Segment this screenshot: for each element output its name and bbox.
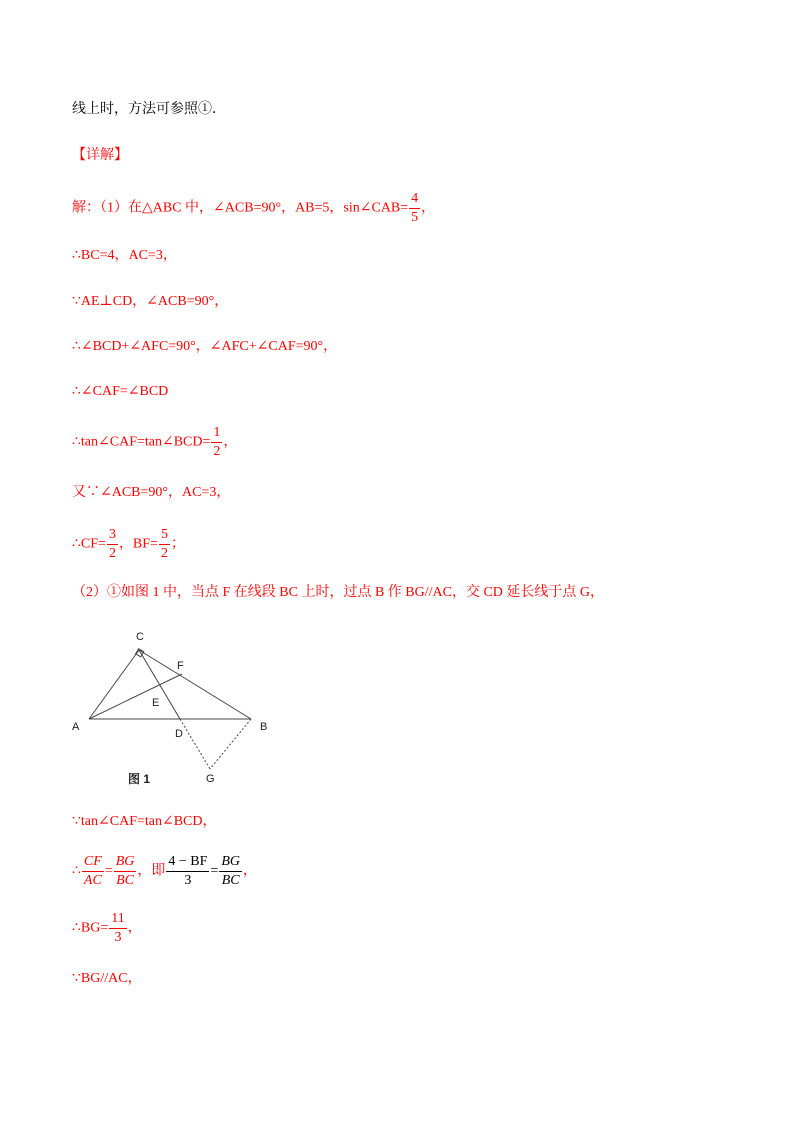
detail-heading: 【详解】: [72, 148, 128, 163]
fraction-cf-ac: $\frac{CF}{AC}$: [83, 854, 102, 888]
solution-line-12: ∵BG//AC，: [72, 971, 142, 986]
fraction-bg-bc-2: $\frac{BG}{BC}$: [221, 854, 240, 888]
label-g: G: [206, 773, 215, 785]
fraction-5-2: $\frac{5}{2}$: [160, 527, 168, 561]
solution-line-4: ∴∠BCD+∠AFC=90°，∠AFC+∠CAF=90°，: [72, 339, 338, 354]
fraction-3-2: $\frac{3}{2}$: [108, 527, 116, 561]
segment-af: [89, 674, 182, 719]
intro-line: 线上时，方法可参照①．: [72, 102, 226, 117]
solution-line-7: 又∵∠ACB=90°，AC=3，: [72, 485, 231, 500]
label-a: A: [72, 721, 80, 733]
fraction-4-bf-3: $\frac{4 - BF}{3}$: [168, 854, 208, 888]
fraction-1-2: $\frac{1}{2}$: [213, 425, 221, 459]
fraction-bg-bc: $\frac{BG}{BC}$: [115, 854, 135, 888]
solution-line-9: ∵tan∠CAF=tan∠BCD，: [72, 814, 217, 829]
solution-line-6: ∴tan∠CAF=tan∠BCD= $\frac{1}{2}$ ，: [72, 425, 238, 459]
segment-dg: [180, 719, 210, 769]
part-2-line: （2）①如图 1 中，当点 F 在线段 BC 上时，过点 B 作 BG//AC，交 CD 延长线于点 G，: [72, 585, 605, 600]
solution-line-3: ∵AE⊥CD，∠ACB=90°，: [72, 294, 229, 309]
segment-bg: [210, 719, 251, 769]
solution-line-10: ∴ $\frac{CF}{AC}$ = $\frac{BG}{BC}$ ，即 $\frac{4 - BF}{3}$ = $\frac{BG}{BC}$ ，: [72, 854, 257, 888]
figure-1: [60, 622, 290, 792]
solution-line-1: 解：（1）在△ABC 中，∠ACB=90°，AB=5，sin∠CAB= $\frac{4}{5}$ ，: [72, 191, 436, 225]
solution-line-2: ∴BC=4，AC=3，: [72, 248, 177, 263]
figure-caption: 图 1: [128, 772, 151, 786]
fraction-4-5: $\frac{4}{5}$: [411, 191, 419, 225]
label-b: B: [260, 721, 268, 733]
segment-ac: [89, 650, 139, 719]
label-d: D: [175, 728, 183, 740]
solution-line-5: ∴∠CAF=∠BCD: [72, 384, 169, 399]
label-f: F: [177, 660, 184, 672]
label-e: E: [152, 697, 160, 709]
solution-line-11: ∴BG= $\frac{11}{3}$ ，: [72, 911, 142, 945]
solution-line-8: ∴CF= $\frac{3}{2}$ ，BF= $\frac{5}{2}$ ；: [72, 527, 185, 561]
label-c: C: [136, 631, 144, 643]
fraction-11-3: $\frac{11}{3}$: [111, 911, 125, 945]
segment-cd: [139, 650, 180, 719]
